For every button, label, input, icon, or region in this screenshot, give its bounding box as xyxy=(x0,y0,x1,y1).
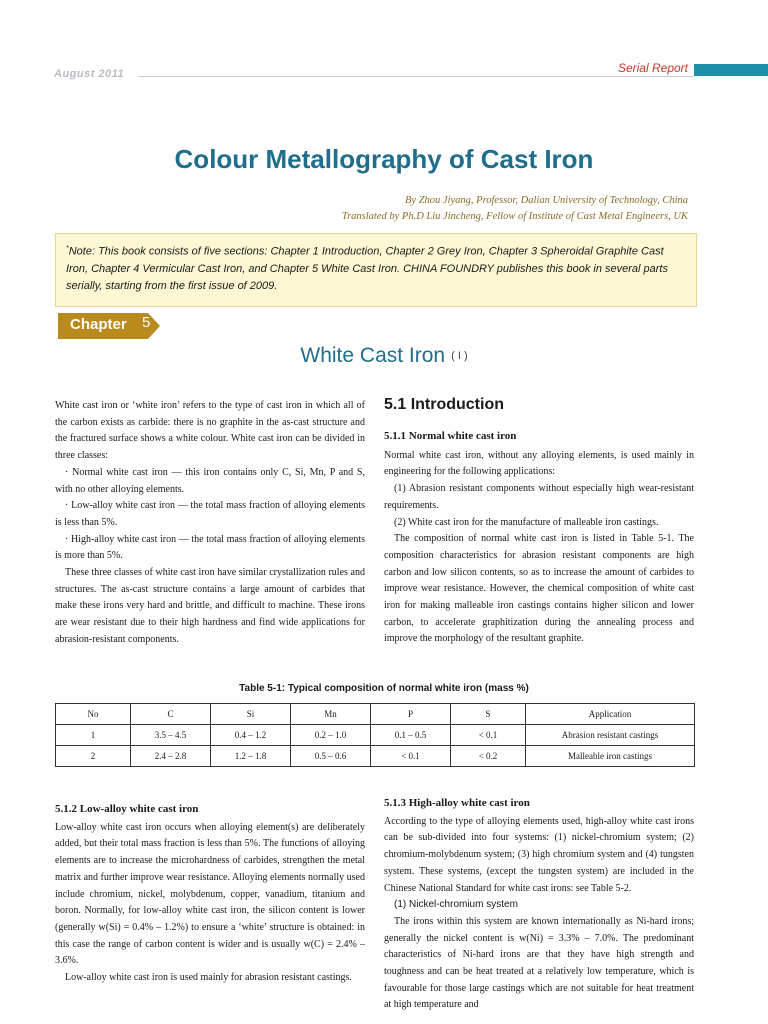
section-heading: 5.1 Introduction xyxy=(384,396,504,413)
paragraph: Low-alloy white cast iron is used mainly for abrasion resistant castings. xyxy=(65,972,352,984)
table-cell: 3.5 – 4.5 xyxy=(131,725,211,746)
table-header-cell: P xyxy=(371,704,451,725)
table-row xyxy=(56,746,695,767)
lower-left-column xyxy=(55,801,365,987)
note-mark: * xyxy=(66,245,69,252)
paragraph: (1) Abrasion resistant components without especially high wear-resistant requirements. xyxy=(384,483,694,511)
note-text: Note: This book consists of five sections: Chapter 1 Introduction, Chapter 2 Grey Iron, Chapter 3 Spheroidal Graphite Cast Iron, Chapter 4 Vermicular Cast Iron, and Chapter 5 White Cast Iron. CHINA FOUNDRY publishes this book in several parts serially, starting from the first issue of 2009. xyxy=(66,245,668,292)
table-cell: < 0.1 xyxy=(451,725,526,746)
table-row xyxy=(56,725,695,746)
author-line: By Zhou Jiyang, Professor, Dalian University of Technology, China xyxy=(405,195,688,206)
series-label: Serial Report xyxy=(617,61,688,75)
table-cell: Abrasion resistant castings xyxy=(526,725,695,746)
translator-line: Translated by Ph.D Liu Jincheng, Fellow of Institute of Cast Metal Engineers, UK xyxy=(341,211,688,222)
paragraph: (2) White cast iron for the manufacture of malleable iron castings. xyxy=(394,516,659,528)
subsection-heading: 5.1.3 High-alloy white cast iron xyxy=(384,797,530,809)
header-rule xyxy=(138,76,598,77)
chapter-number: 5 xyxy=(142,314,151,331)
table-header-cell: Application xyxy=(526,704,695,725)
paragraph: These three classes of white cast iron have similar crystallization rules and structures. The as-cast structure contains a large amount of carbides that make these irons very hard and brittle, and difficult to machine. These irons are wear resistant due to their high hardness and find wide applications for abrasion-resistant components. xyxy=(55,567,365,645)
table-cell: Malleable iron castings xyxy=(526,746,695,767)
table-cell: 2 xyxy=(56,746,131,767)
lower-right-column xyxy=(384,795,694,1014)
table-cell: 1 xyxy=(56,725,131,746)
paragraph: According to the type of alloying elements used, high-alloy white cast irons can be sub-divided into four systems: (1) nickel-chromium system; (2) chromium-molybdenum system; (3) high chromium system and (4) tungsten system. These systems, (except the tungsten system) are included in the Chinese National Standard for white cast irons: see Table 5-2. xyxy=(384,815,694,894)
table-cell: 0.1 – 0.5 xyxy=(371,725,451,746)
series-note xyxy=(55,233,697,307)
subsection-heading: 5.1.2 Low-alloy white cast iron xyxy=(55,803,199,815)
issue-date: August 2011 xyxy=(54,68,125,80)
header-rule-right xyxy=(598,76,694,77)
table-caption: Table 5-1: Typical composition of normal white iron (mass %) xyxy=(239,683,529,694)
table-cell: 0.5 – 0.6 xyxy=(291,746,371,767)
left-column xyxy=(55,398,365,649)
paragraph: · Low-alloy white cast iron — the total mass fraction of alloying elements is less than 5%. xyxy=(55,500,365,528)
table-cell: 1.2 – 1.8 xyxy=(211,746,291,767)
table-cell: < 0.2 xyxy=(451,746,526,767)
table-header-cell: C xyxy=(131,704,211,725)
paragraph: White cast iron or ‘white iron’ refers to the type of cast iron in which all of the carbon exists as carbide: there is no graphite in the as-cast structure and the fractured surface shows a white colour. White cast iron can be divided in three classes: xyxy=(55,400,365,462)
paragraph: · High-alloy white cast iron — the total mass fraction of alloying elements is more than 5%. xyxy=(55,533,365,562)
article-title: Colour Metallography of Cast Iron xyxy=(174,144,594,174)
subsection-heading: 5.1.1 Normal white cast iron xyxy=(384,430,517,442)
paragraph: Low-alloy white cast iron occurs when alloying element(s) are deliberately added, but their total mass fraction is less than 5%. The functions of alloying elements are to increase the microhardness of carbides, strengthen the metal matrix and further improve wear resistance. Alloying elements normally used include chromium, nickel, molybdenum, copper, vanadium, titanium and boron. Normally, for low-alloy white cast iron, the silicon content is lower (generally w(Si) = 0.4% – 1.2%) to ensure a ‘white’ structure is obtained: in this case the range of carbon content is wider and is usually w(C) = 2.4% – 3.6%. xyxy=(55,821,365,967)
composition-table xyxy=(55,703,695,767)
chapter-title xyxy=(0,344,768,368)
table-header-cell: Mn xyxy=(291,704,371,725)
table-cell: 0.4 – 1.2 xyxy=(211,725,291,746)
chapter-label: Chapter xyxy=(70,316,127,333)
chapter-title-text: White Cast Iron xyxy=(300,344,446,367)
header-accent-bar xyxy=(694,64,768,76)
table-header-cell: No xyxy=(56,704,131,725)
paragraph: · Normal white cast iron — this iron contains only C, Si, Mn, P and S, with no other alloying elements. xyxy=(55,466,365,495)
paragraph: (1) Nickel-chromium system xyxy=(394,899,518,911)
paragraph: Normal white cast iron, without any alloying elements, is used mainly in engineering for the following applications: xyxy=(384,449,694,478)
table-header-cell: S xyxy=(451,704,526,725)
byline xyxy=(342,193,688,225)
right-column xyxy=(384,428,694,648)
table-header-row xyxy=(56,704,695,725)
table-cell: < 0.1 xyxy=(371,746,451,767)
table-header-cell: Si xyxy=(211,704,291,725)
table-cell: 0.2 – 1.0 xyxy=(291,725,371,746)
table-cell: 2.4 – 2.8 xyxy=(131,746,211,767)
paragraph: The composition of normal white cast iron is listed in Table 5-1. The composition characteristics for abrasion resistant components are high carbon and low silicon contents, so as to increase the amount of carbides to improve wear resistance. However, the chemical composition of white cast iron for making malleable iron castings contains higher silicon and lower carbon, to accelerate graphitization during the annealing process and improve the morphology of the resultant graphite. xyxy=(384,533,694,645)
chapter-part: ( I ) xyxy=(451,350,468,362)
paragraph: The irons within this system are known internationally as Ni-hard irons; generally the nickel content is w(Ni) = 3.3% – 7.0%. The predominant characteristics of Ni-hard irons are that they have high strength and toughness and can be heat treated at a relatively low temperature, which is favourable for those large castings which are not suitable for heat treatment at high temperature and xyxy=(384,915,694,1011)
